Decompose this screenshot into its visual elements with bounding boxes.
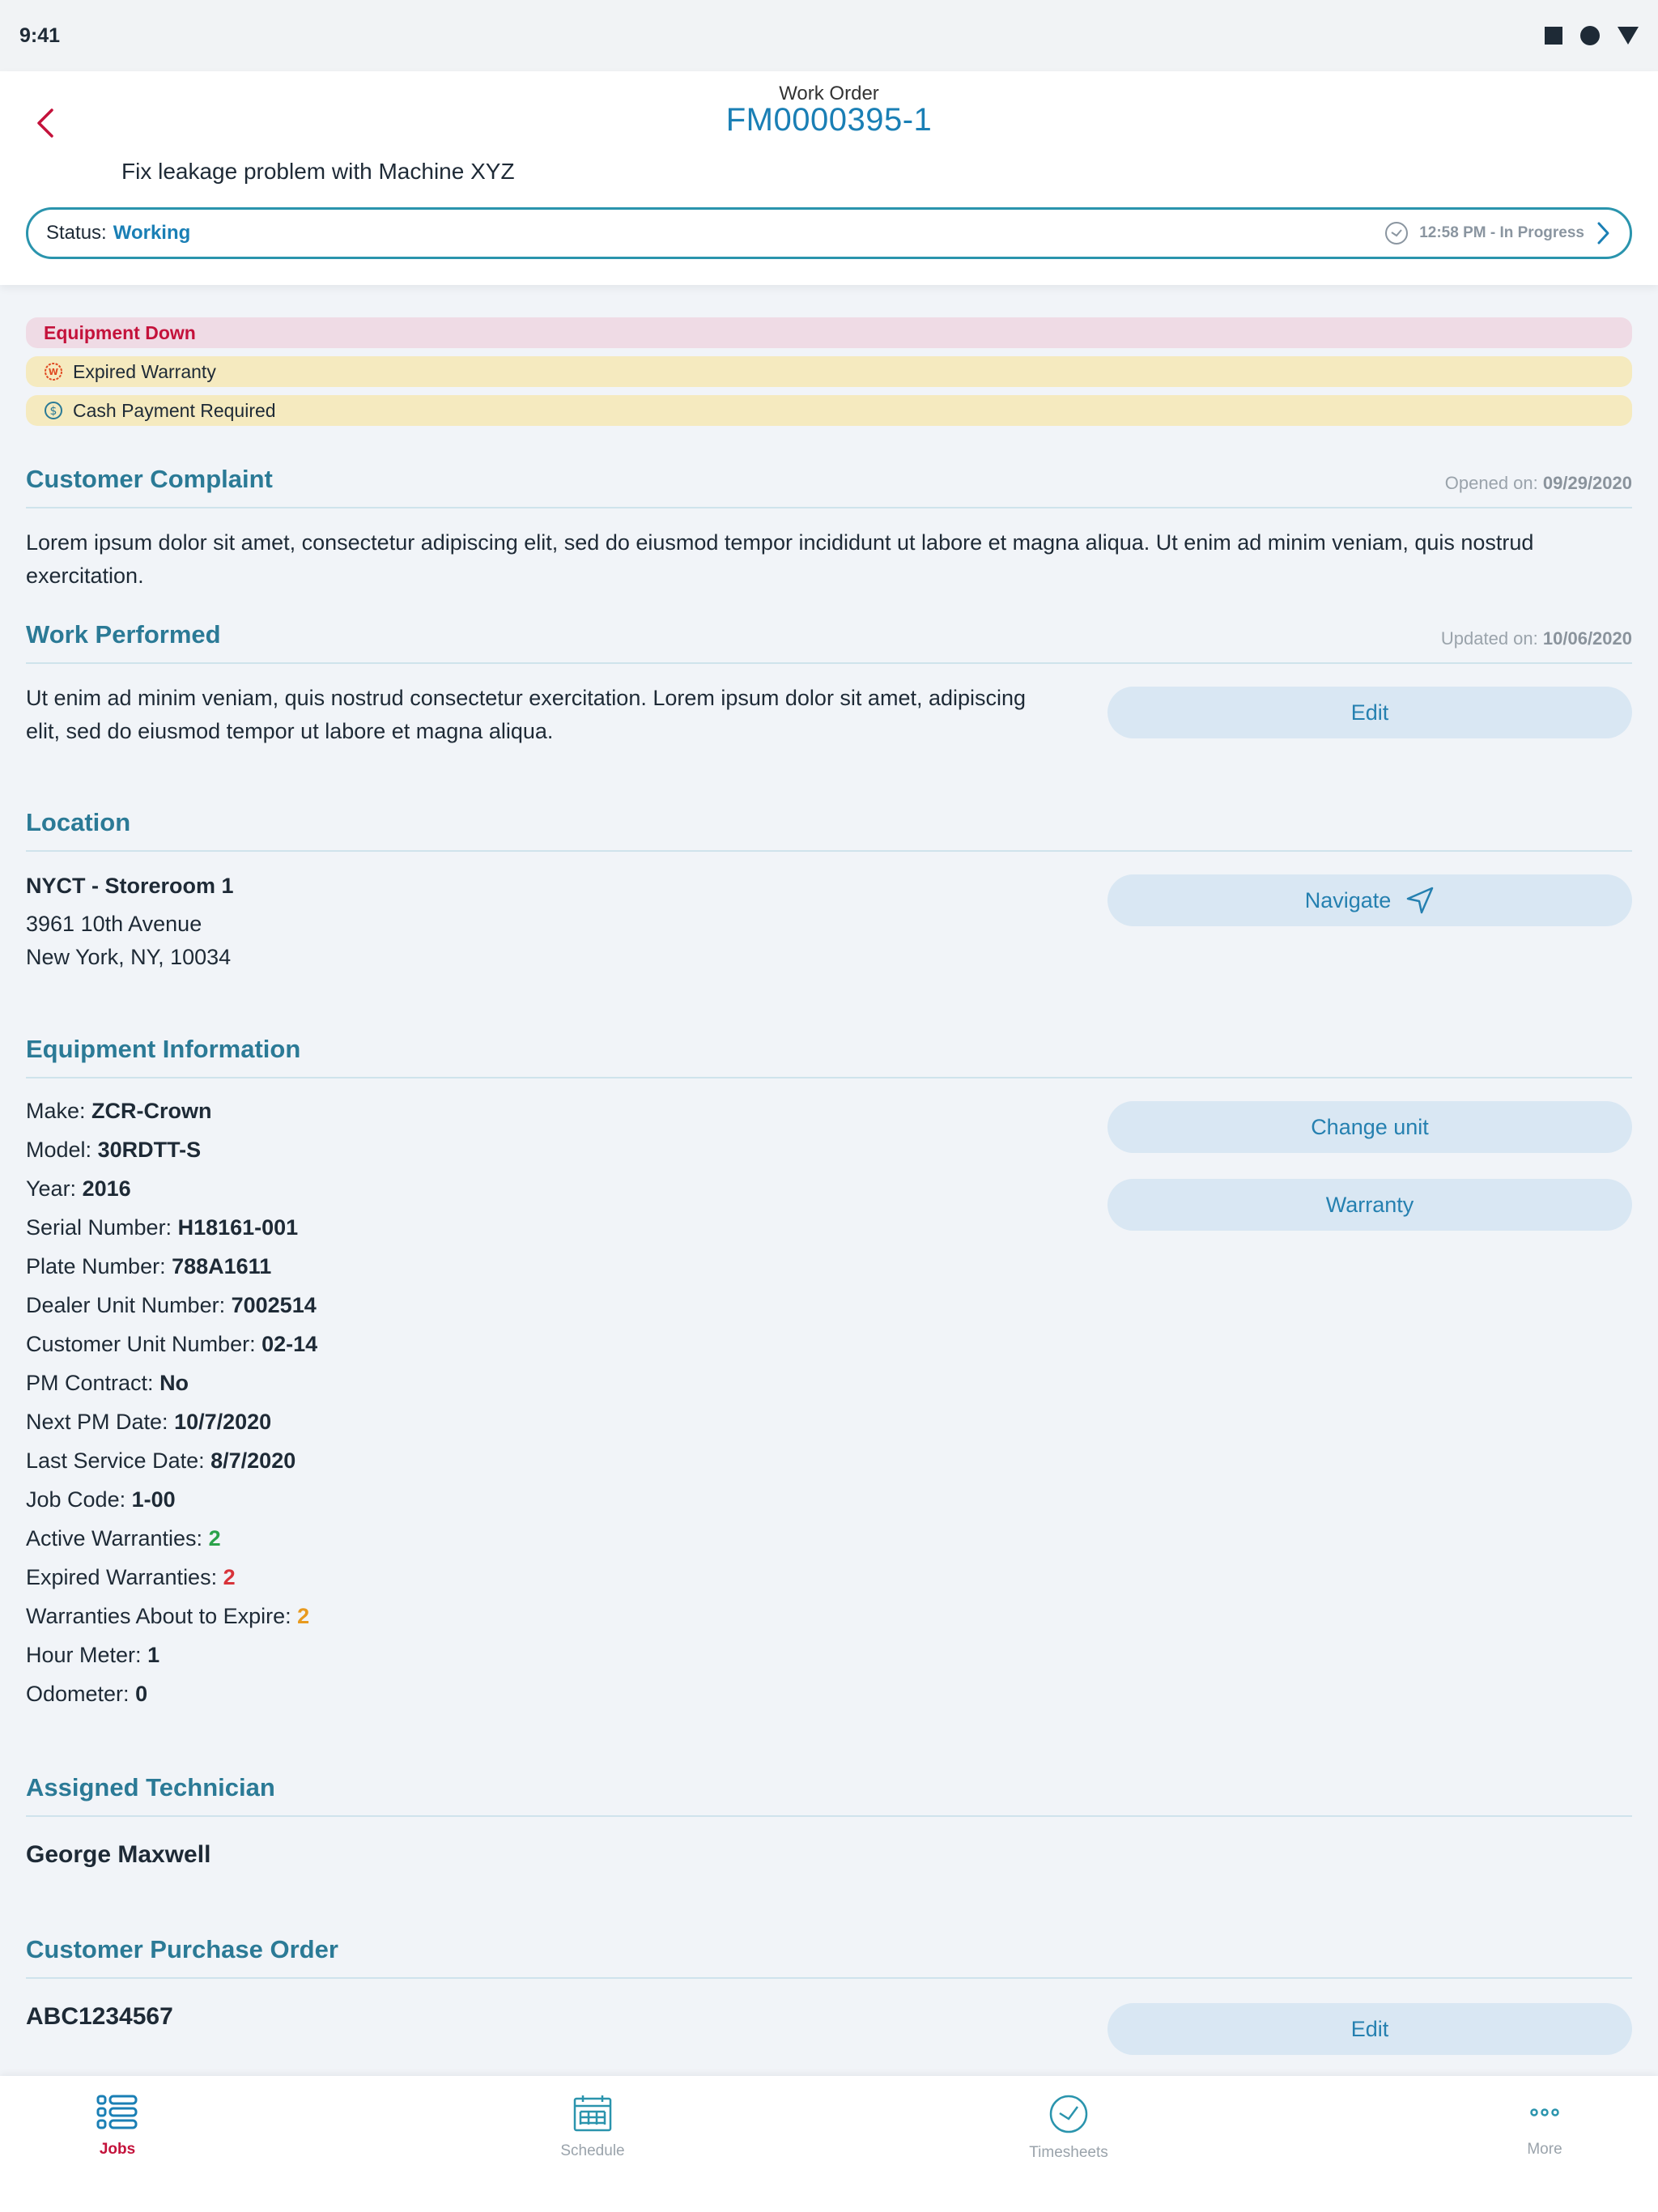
edit-purchase-order-button[interactable]: Edit [1107, 2003, 1632, 2055]
section-title: Customer Complaint [26, 465, 273, 493]
field-value: ZCR-Crown [91, 1099, 212, 1123]
field-label: Next PM Date: [26, 1410, 168, 1434]
field-label: Year: [26, 1176, 77, 1201]
svg-text:W: W [48, 367, 59, 377]
flag-text: Cash Payment Required [73, 399, 276, 421]
chevron-right-icon [1594, 220, 1612, 246]
equip-customer-unit [26, 1325, 1632, 1363]
field-label: Expired Warranties: [26, 1565, 218, 1589]
flag-equipment-down [26, 317, 1632, 348]
field-value: 788A1611 [172, 1254, 272, 1278]
field-label: Active Warranties: [26, 1526, 203, 1551]
tab-label: More [1527, 2141, 1562, 2158]
field-label: Dealer Unit Number: [26, 1293, 226, 1317]
opened-date-label: Opened on: [1444, 473, 1538, 493]
tab-label: Schedule [560, 2142, 625, 2159]
section-header [26, 808, 1632, 852]
equip-expired-warranties [26, 1558, 1632, 1597]
field-label: Plate Number: [26, 1254, 166, 1278]
field-value: 7002514 [231, 1293, 317, 1317]
field-value: 2016 [82, 1176, 131, 1201]
tab-timesheets[interactable] [988, 2094, 1150, 2162]
field-value: H18161-001 [177, 1215, 299, 1240]
section-title: Customer Purchase Order [26, 1935, 338, 1963]
dollar-icon [44, 401, 63, 420]
alert-flags [26, 317, 1632, 434]
field-label: Serial Number: [26, 1215, 172, 1240]
warranty-icon [44, 362, 63, 381]
section-title: Equipment Information [26, 1035, 301, 1063]
square-icon [1545, 27, 1562, 45]
list-icon [96, 2094, 138, 2131]
opened-date [1445, 473, 1632, 494]
work-order-description: Fix leakage problem with Machine XYZ [121, 159, 515, 184]
section-header [26, 465, 1632, 508]
clock-icon [1384, 220, 1409, 246]
calendar-icon [572, 2094, 613, 2133]
equip-odometer [26, 1674, 1632, 1713]
equip-next-pm [26, 1402, 1632, 1441]
field-value: 2 [208, 1526, 221, 1551]
field-label: Job Code: [26, 1487, 126, 1512]
status-time: 12:58 PM - In Progress [1419, 224, 1584, 241]
bottom-tab-bar [0, 2076, 1658, 2212]
field-value: 1-00 [131, 1487, 176, 1512]
clock: 9:41 [19, 23, 61, 47]
work-text-line-1: Ut enim ad minim veniam, quis nostrud consectetur exercitation. Lorem ipsum dolor sit amet, adipiscing [26, 686, 1027, 710]
work-text-line-2: elit, sed do eiusmod tempor ut labore et magna aliqua. [26, 719, 554, 743]
field-value: 02-14 [261, 1332, 318, 1356]
status-bar-button[interactable] [26, 207, 1632, 259]
section-title: Assigned Technician [26, 1773, 275, 1802]
field-label: Last Service Date: [26, 1448, 205, 1473]
complaint-text: Lorem ipsum dolor sit amet, consectetur adipiscing elit, sed do eiusmod tempor incididunt ut labore et magna aliqua. Ut enim ad minim veniam, quis nostrud exercitation. [26, 530, 1534, 588]
tab-more[interactable] [1464, 2094, 1626, 2159]
field-value: 8/7/2020 [210, 1448, 296, 1473]
work-performed-text [26, 682, 1062, 748]
tab-jobs[interactable] [36, 2094, 198, 2159]
field-label: Hour Meter: [26, 1643, 142, 1667]
clock-icon [1048, 2094, 1089, 2134]
status-time-group [1384, 220, 1612, 246]
tab-schedule[interactable] [512, 2094, 674, 2160]
field-value: 30RDTT-S [97, 1138, 202, 1162]
field-label: Customer Unit Number: [26, 1332, 256, 1356]
location-address-2: New York, NY, 10034 [26, 945, 232, 969]
section-header [26, 1773, 1632, 1817]
svg-text:$: $ [49, 405, 57, 418]
location-section [26, 808, 1632, 974]
status-value: Working [113, 222, 191, 244]
flag-cash-payment [26, 395, 1632, 426]
change-unit-button[interactable]: Change unit [1107, 1101, 1632, 1153]
section-header [26, 620, 1632, 664]
purchase-order-section [26, 1935, 1632, 2041]
header-label: Work Order [779, 83, 879, 104]
customer-complaint-section [26, 465, 1632, 593]
navigate-button[interactable] [1107, 874, 1632, 926]
section-title: Location [26, 808, 131, 836]
technician-section [26, 1773, 1632, 1869]
updated-date [1441, 628, 1632, 649]
more-dots-icon [1524, 2094, 1565, 2131]
flag-text: Expired Warranty [73, 360, 216, 382]
section-title: Work Performed [26, 620, 221, 649]
navigate-label: Navigate [1304, 887, 1392, 912]
location-address-1: 3961 10th Avenue [26, 912, 202, 936]
equip-job-code [26, 1480, 1632, 1519]
technician-name: George Maxwell [26, 1841, 211, 1868]
section-header [26, 1935, 1632, 1979]
field-value: 10/7/2020 [174, 1410, 272, 1434]
work-order-number: FM0000395-1 [725, 102, 933, 138]
triangle-icon [1618, 27, 1639, 45]
flag-text: Equipment Down [44, 321, 196, 343]
equip-hour-meter [26, 1636, 1632, 1674]
updated-date-label: Updated on: [1440, 628, 1538, 649]
tab-label: Jobs [99, 2141, 136, 2158]
navigation-arrow-icon [1405, 886, 1435, 915]
field-value: 2 [223, 1565, 236, 1589]
edit-work-button[interactable]: Edit [1107, 687, 1632, 738]
equip-last-service [26, 1441, 1632, 1480]
equip-plate [26, 1247, 1632, 1286]
system-status-bar [0, 0, 1658, 71]
field-label: Model: [26, 1138, 92, 1162]
opened-date-value: 09/29/2020 [1542, 473, 1632, 493]
equip-expiring-warranties [26, 1597, 1632, 1636]
updated-date-value: 10/06/2020 [1542, 628, 1632, 649]
equip-active-warranties [26, 1519, 1632, 1558]
flag-expired-warranty [26, 356, 1632, 387]
equip-dealer-unit [26, 1286, 1632, 1325]
field-value: No [159, 1371, 189, 1395]
equip-pm-contract [26, 1363, 1632, 1402]
work-order-header [0, 71, 1658, 285]
purchase-order-number: ABC1234567 [26, 2003, 173, 2030]
field-value: 1 [147, 1643, 160, 1667]
field-value: 0 [135, 1682, 148, 1706]
system-icons [1545, 26, 1639, 45]
field-value: 2 [297, 1604, 310, 1628]
work-performed-section [26, 620, 1632, 748]
location-name: NYCT - Storeroom 1 [26, 874, 234, 898]
field-label: Warranties About to Expire: [26, 1604, 291, 1628]
field-label: Make: [26, 1099, 86, 1123]
field-label: PM Contract: [26, 1371, 154, 1395]
tab-label: Timesheets [1029, 2144, 1108, 2161]
section-header [26, 1035, 1632, 1078]
equipment-section [26, 1035, 1632, 1713]
field-label: Odometer: [26, 1682, 130, 1706]
circle-icon [1580, 26, 1600, 45]
status-label: Status: [46, 222, 107, 244]
warranty-button[interactable]: Warranty [1107, 1179, 1632, 1231]
